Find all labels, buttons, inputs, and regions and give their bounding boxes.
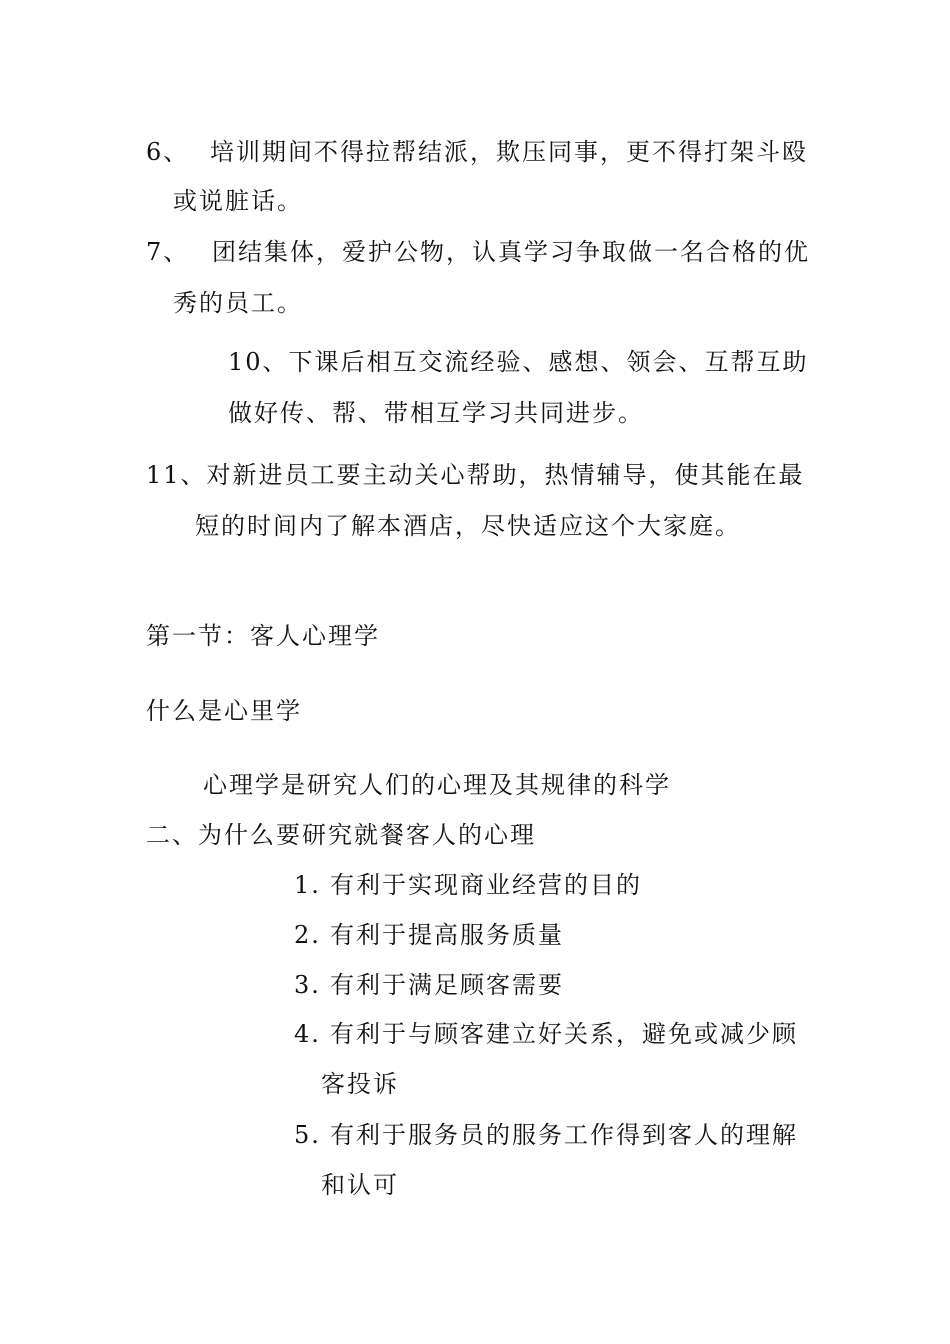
rule-text: 下课后相互交流经验、感想、领会、互帮互助	[288, 348, 809, 376]
rule-text: 培训期间不得拉帮结派，欺压同事，更不得打架斗殴	[210, 138, 808, 166]
reason-number: 4.	[294, 1020, 321, 1048]
rule-7	[146, 237, 810, 267]
section-title: 第一节：客人心理学	[146, 622, 380, 650]
rule-10	[228, 347, 809, 377]
rule-7-continuation: 秀的员工。	[173, 289, 303, 317]
rule-6	[146, 137, 808, 167]
reason-number: 2.	[294, 921, 321, 949]
reason-text: 有利于提高服务质量	[330, 921, 564, 949]
reason-text: 有利于满足顾客需要	[330, 971, 564, 999]
reason-item-5	[294, 1120, 798, 1150]
reason-text: 有利于服务员的服务工作得到客人的理解	[330, 1121, 798, 1149]
reason-number: 5.	[294, 1121, 321, 1149]
reason-number: 1.	[294, 871, 321, 899]
reason-item-4-continuation: 客投诉	[321, 1070, 399, 1098]
reason-number: 3.	[294, 971, 321, 999]
reason-item-3	[294, 970, 564, 1000]
rule-number: 7、	[146, 238, 190, 266]
rule-10-continuation: 做好传、帮、带相互学习共同进步。	[228, 399, 644, 427]
definition-text: 心理学是研究人们的心理及其规律的科学	[203, 771, 671, 799]
reason-item-1	[294, 870, 642, 900]
reason-text: 有利于实现商业经营的目的	[330, 871, 642, 899]
reason-item-4	[294, 1019, 798, 1049]
section-heading-2: 二、为什么要研究就餐客人的心理	[146, 821, 536, 849]
rule-text: 对新进员工要主动关心帮助，热情辅导，使其能在最	[206, 461, 805, 489]
rule-number: 10、	[228, 348, 289, 376]
rule-number: 11、	[146, 461, 207, 489]
rule-11-continuation: 短的时间内了解本酒店，尽快适应这个大家庭。	[195, 512, 741, 540]
rule-number: 6、	[146, 138, 190, 166]
rule-6-continuation: 或说脏话。	[173, 187, 303, 215]
section-subtitle: 什么是心里学	[146, 697, 302, 725]
rule-11	[146, 460, 805, 490]
reason-text: 有利于与顾客建立好关系，避免或减少顾	[330, 1020, 798, 1048]
reason-item-2	[294, 920, 564, 950]
reason-item-5-continuation: 和认可	[321, 1171, 399, 1199]
rule-text: 团结集体，爱护公物，认真学习争取做一名合格的优	[212, 238, 810, 266]
